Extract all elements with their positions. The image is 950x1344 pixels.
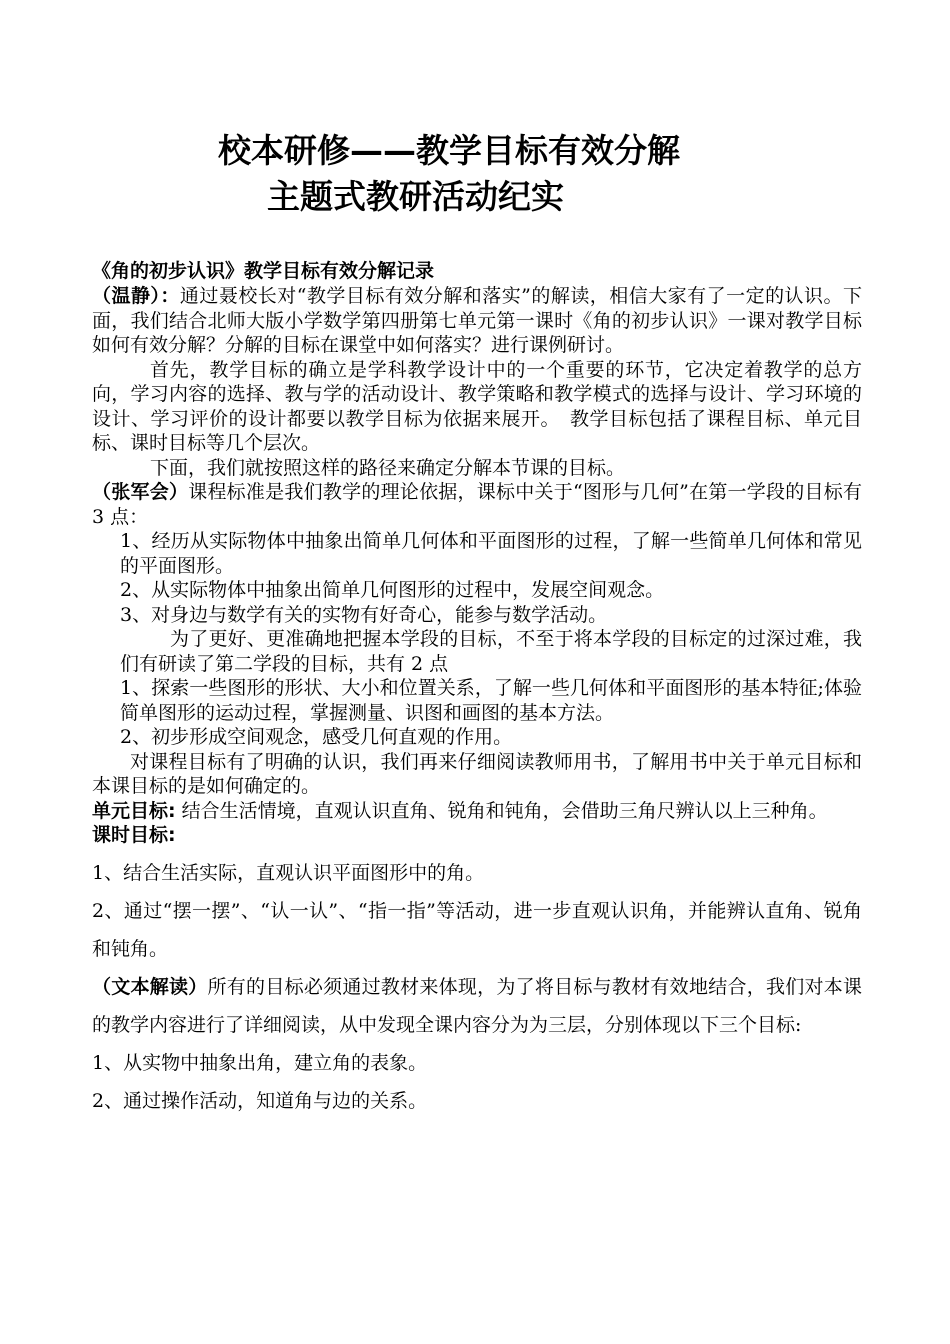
paragraph-stage2-intro: 为了更好、更准确地把握本学段的目标，不至于将本学段的目标定的过深过难，我们有研读了第二学段的目标，共有 2 点 [120,628,862,675]
stage2-item: 1、探索一些图形的形状、大小和位置关系，了解一些几何体和平面图形的基本特征;体验简单图形的运动过程，掌握测量、识图和画图的基本方法。 [120,677,862,724]
speaker-label: （文本解读） [92,975,208,998]
unit-goal [92,799,862,824]
lesson-goal-label: 课时目标: [92,824,176,846]
unit-goal-text: 结合生活情境，直观认识直角、锐角和钝角，会借助三角尺辨认以上三种角。 [175,799,828,822]
document-title: 校本研修——教学目标有效分解 [218,131,680,170]
lesson-goal-item: 2、通过“摆一摆”、“认一认”、“指一指”等活动，进一步直观认识角，并能辨认直角、锐角和钝角。 [92,899,862,960]
stage1-item: 3、对身边与数学有关的实物有好奇心，能参与数学活动。 [120,603,608,626]
paragraph-objectives: 首先，教学目标的确立是学科教学设计中的一个重要的环节，它决定着教学的总方向，学习内容的选择、教与学的活动设计、教学策略和教学模式的选择与设计、学习环境的设计、学习评价的设计都要以教学目标为依据来展开。 教学目标包括了课程目标、单元目标、课时目标等几个层次。 [92,358,862,454]
record-heading: 《角的初步认识》教学目标有效分解记录 [92,260,435,282]
text-goal-item: 1、从实物中抽象出角，建立角的表象。 [92,1051,428,1074]
paragraph-text: 课程标准是我们教学的理论依据，课标中关于“图形与几何”在第一学段的目标有 3 点： [92,481,862,528]
paragraph-standards [92,480,862,529]
paragraph-teacher-book: 对课程目标有了明确的认识，我们再来仔细阅读教师用书，了解用书中关于单元目标和本课目标的是如何确定的。 [92,750,862,797]
document-subtitle: 主题式教研活动纪实 [267,177,564,216]
text-goal-item: 2、通过操作活动，知道角与边的关系。 [92,1089,428,1112]
stage1-item: 2、从实际物体中抽象出简单几何图形的过程中，发展空间观念。 [120,579,665,601]
document-page [92,128,862,1120]
paragraph-next: 下面，我们就按照这样的路径来确定分解本节课的目标。 [150,456,626,479]
stage1-item: 1、经历从实际物体中抽象出简单几何体和平面图形的过程，了解一些简单几何体和常见的平面图形。 [120,530,862,577]
unit-goal-label: 单元目标: [92,799,176,822]
paragraph-text-reading [92,968,862,1044]
paragraph-intro [92,284,862,358]
paragraph-text: 所有的目标必须通过教材来体现，为了将目标与教材有效地结合，我们对本课的教学内容进行了详细阅读，从中发现全课内容分为为三层，分别体现以下三个目标: [92,975,862,1036]
paragraph-text: 通过聂校长对“教学目标有效分解和落实”的解读，相信大家有了一定的认识。下面，我们结合北师大版小学数学第四册第七单元第一课时《角的初步认识》一课对教学目标如何有效分解？分解的目标在课堂中如何落实？进行课例研讨。 [92,285,862,356]
stage2-item: 2、初步形成空间观念，感受几何直观的作用。 [120,726,513,748]
lesson-goal-item: 1、结合生活实际，直观认识平面图形中的角。 [92,861,485,884]
speaker-label: （张军会） [92,481,189,503]
speaker-label: （温静）： [92,285,180,307]
